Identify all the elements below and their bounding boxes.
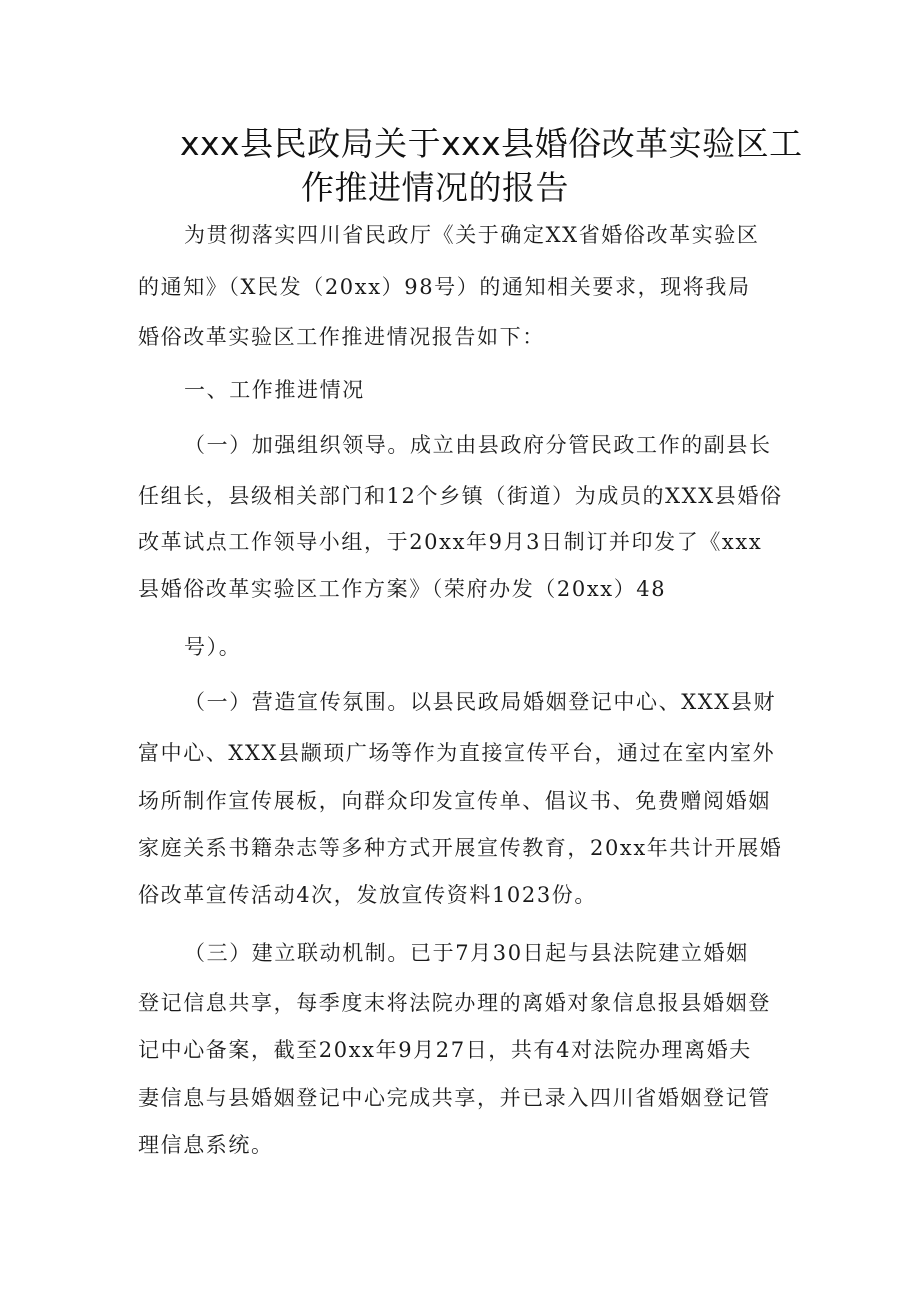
- para-2-line-3: 场所制作宣传展板，向群众印发宣传单、倡议书、免费赠阅婚姻: [138, 789, 771, 813]
- para-1-line-1: （一）加强组织领导。成立由县政府分管民政工作的副县长: [184, 433, 772, 457]
- document-title-line-2: 作推进情况的报告: [301, 168, 569, 207]
- para-2-line-1: （一）营造宣传氛围。以县民政局婚姻登记中心、XXX县财: [184, 690, 777, 714]
- para-1-line-2: 任组长，县级相关部门和12个乡镇（街道）为成员的XXX县婚俗: [138, 484, 783, 508]
- document-title-line-1: xxx县民政局关于xxx县婚俗改革实验区工: [180, 124, 803, 163]
- intro-line-1: 为贯彻落实四川省民政厅《关于确定XX省婚俗改革实验区: [184, 223, 760, 247]
- para-1-line-5: 号）。: [184, 635, 242, 659]
- para-2-line-2: 富中心、XXX县颛顼广场等作为直接宣传平台，通过在室内室外: [138, 741, 776, 765]
- para-2-line-4: 家庭关系书籍杂志等多种方式开展宣传教育，20xx年共计开展婚: [138, 836, 783, 860]
- para-3-line-5: 理信息系统。: [138, 1133, 274, 1157]
- para-2-line-5: 俗改革宣传活动4次，发放宣传资料1023份。: [138, 883, 598, 907]
- para-3-line-1: （三）建立联动机制。已于7月30日起与县法院建立婚姻: [184, 941, 749, 965]
- para-3-line-3: 记中心备案，截至20xx年9月27日，共有4对法院办理离婚夫: [138, 1038, 752, 1062]
- intro-line-3: 婚俗改革实验区工作推进情况报告如下：: [138, 325, 545, 349]
- para-3-line-4: 妻信息与县婚姻登记中心完成共享，并已录入四川省婚姻登记管: [138, 1086, 771, 1110]
- para-1-line-4: 县婚俗改革实验区工作方案》（荣府办发（20xx）48: [138, 577, 667, 601]
- section-1-heading: 一、工作推进情况: [184, 378, 365, 402]
- para-3-line-2: 登记信息共享，每季度末将法院办理的离婚对象信息报县婚姻登: [138, 991, 771, 1015]
- para-1-line-3: 改革试点工作领导小组，于20xx年9月3日制订并印发了《xxx: [138, 530, 763, 554]
- intro-line-2: 的通知》（X民发（20xx）98号）的通知相关要求，现将我局: [138, 275, 751, 299]
